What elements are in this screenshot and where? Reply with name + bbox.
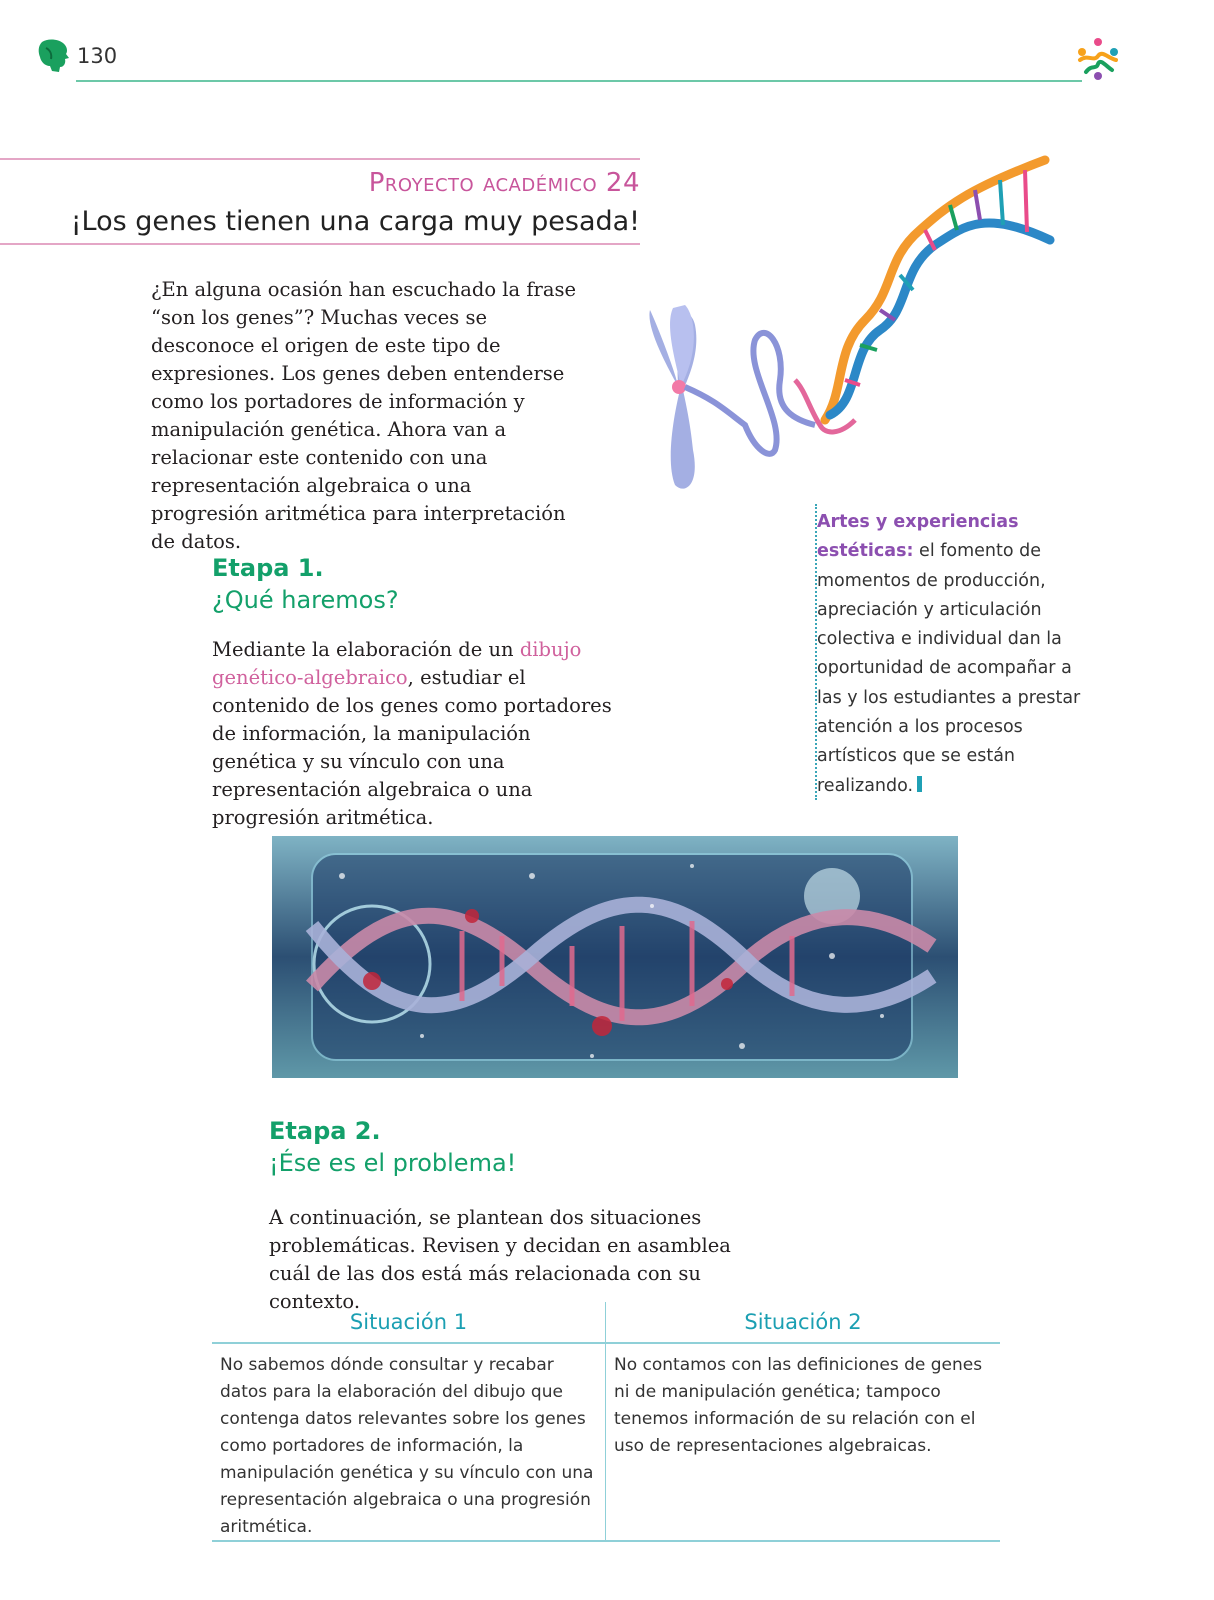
header-rule: [76, 80, 1082, 82]
sidebar-highlight: Artes y experiencias estéticas:: [817, 512, 1019, 562]
etapa-1-text-before: Mediante la elaboración de un: [212, 638, 520, 661]
sidebar-note: [817, 508, 1097, 801]
etapa-2-number: Etapa 2.: [269, 1117, 381, 1145]
etapa-1-highlight: dibujo genético-algebraico: [212, 638, 582, 689]
etapa-1-question: ¿Qué haremos?: [212, 586, 399, 614]
page-number: 130: [77, 44, 118, 68]
community-logo-icon: [1072, 36, 1124, 82]
etapa-2-paragraph: A continuación, se plantean dos situaciones problemáticas. Revisen y decidan en asamblea cuál de las dos está más relacionada con su contexto.: [269, 1206, 731, 1313]
intro-paragraph: ¿En alguna ocasión han escuchado la frase “son los genes”? Muchas veces se desconoce el origen de este tipo de expresiones. Los genes deben entenderse como los portadores de información y manipulación genética. Ahora van a relacionar este contenido con una representación algebraica o una progresión aritmética para interpretación de datos.: [151, 278, 577, 553]
situation-2-text: No contamos con las definiciones de genes ni de manipulación genética; tampoco tenemos información de su relación con el uso de representaciones algebraicas.: [614, 1355, 983, 1456]
table-footer-rule: [212, 1540, 1000, 1542]
project-title: ¡Los genes tienen una carga muy pesada!: [70, 206, 640, 237]
situation-1-header: Situación 1: [349, 1310, 468, 1334]
title-rule-top: [0, 158, 640, 160]
table-header-rule: [212, 1342, 1000, 1344]
situations-table: [212, 1302, 1000, 1542]
sidebar-text: el fomento de momentos de producción, apreciación y articulación colectiva e individual dan la oportunidad de acompañar a las y los estudiantes a prestar atención a los procesos artísticos que se están realizando.: [817, 541, 1081, 796]
project-label: Proyecto académico 24: [368, 168, 640, 198]
etapa-1-paragraph: [212, 636, 612, 832]
title-rule-bottom: [0, 243, 640, 245]
table-column-divider: [605, 1302, 606, 1542]
etapa-2-heading: [269, 1115, 516, 1179]
book-logo-icon: [36, 38, 70, 74]
etapa-1-number: Etapa 1.: [212, 554, 324, 582]
etapa-1-text-after: , estudiar el contenido de los genes como portadores de información, la manipulación genética y su vínculo con una representación algebraica o una progresión aritmética.: [212, 666, 612, 829]
end-mark-icon: [917, 776, 922, 792]
etapa-2-question: ¡Ése es el problema!: [269, 1149, 517, 1177]
situation-2-header: Situación 2: [744, 1310, 862, 1334]
dna-helix-photo: [272, 836, 958, 1078]
dna-chromosome-illustration: [645, 150, 1065, 505]
etapa-1-heading: [212, 552, 399, 616]
situation-1-text: No sabemos dónde consultar y recabar datos para la elaboración del dibujo que contenga datos relevantes sobre los genes como portadores de información, la manipulación genética y su vínculo con una representación algebraica o una progresión aritmética.: [220, 1355, 594, 1537]
